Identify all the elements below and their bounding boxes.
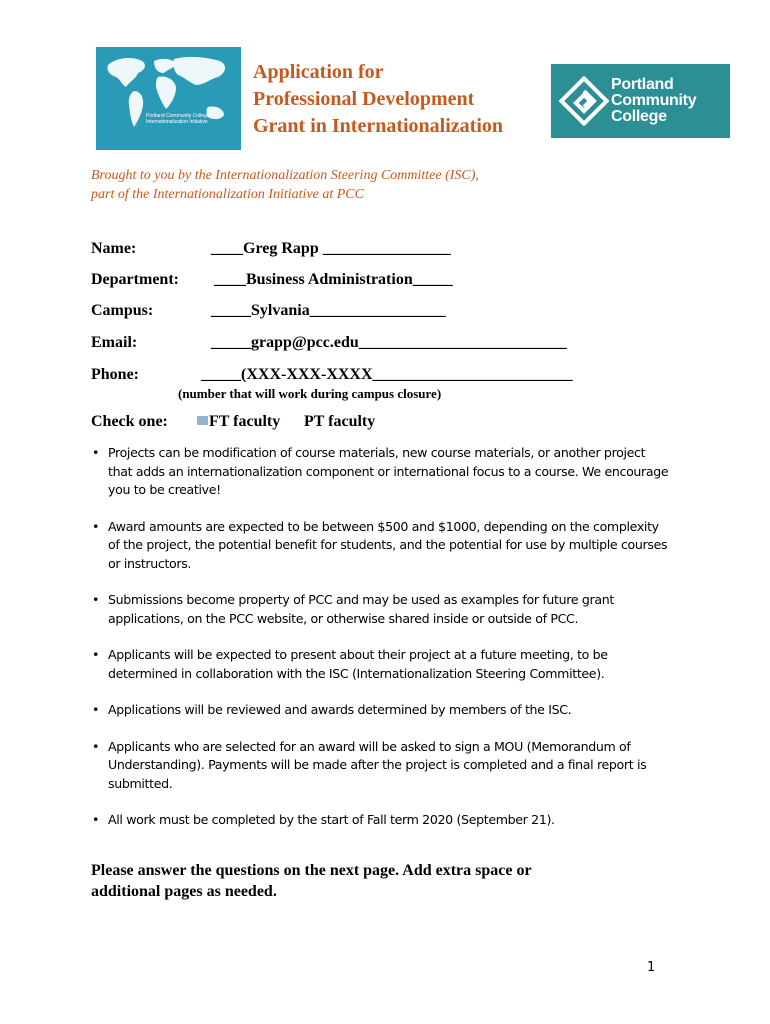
pcc-logo — [551, 64, 730, 138]
list-item: • Applications will be reviewed and awards determined by members of the ISC. — [91, 701, 671, 720]
ft-faculty-label: FT faculty — [209, 413, 281, 430]
list-item: • All work must be completed by the start of Fall term 2020 (September 21). — [91, 811, 671, 830]
logo-wordmark: Portland Community College — [611, 76, 697, 125]
bullet-icon: • — [92, 702, 100, 717]
campus-label: Campus: — [91, 302, 154, 319]
guidelines-list — [91, 444, 671, 848]
pt-faculty-label: PT faculty — [304, 413, 376, 430]
subtitle: Brought to you by the Internationalization Steering Committee (ISC), part of the Internationalization Initiative at PCC — [91, 168, 479, 202]
campus-value: _____Sylvania_________________ — [211, 302, 446, 319]
list-item: • Submissions become property of PCC and may be used as examples for future grant applications, on the PCC website, or otherwise shared inside or outside of PCC. — [92, 592, 614, 626]
list-item: • Applicants who are selected for an award will be asked to sign a MOU (Memorandum of Understanding). Payments will be made after the project is completed and a final report is submitted. — [92, 738, 647, 791]
bullet-icon: • — [92, 592, 100, 607]
name-value: ____Greg Rapp ________________ — [211, 240, 451, 257]
internationalization-banner — [96, 47, 241, 150]
pcc-spiral-icon — [559, 76, 609, 126]
bullet-icon: • — [92, 738, 100, 754]
check-label: Check one: — [91, 413, 168, 430]
department-label: Department: — [91, 271, 179, 288]
list-item: • Applicants will be expected to present about their project at a future meeting, to be determined in collaboration with the ISC (Internationalization Steering Committee). — [92, 647, 608, 681]
bullet-icon: • — [92, 445, 100, 460]
name-label: Name: — [91, 240, 137, 257]
title-line-1: Application for — [253, 61, 384, 83]
faculty-type-selector — [91, 413, 376, 431]
pt-faculty-option[interactable] — [304, 413, 375, 431]
phone-note: (number that will work during campus closure) — [178, 386, 442, 401]
title-line-3: Grant in Internationalization — [253, 115, 504, 137]
bullet-icon: • — [92, 518, 100, 534]
bullet-icon: • — [92, 647, 100, 662]
banner-caption: Portland Community College Internationalization Initiative — [146, 113, 210, 125]
list-item: • Award amounts are expected to be between $500 and $1000, depending on the complexity of the project, the potential benefit for students, and the potential for use by multiple courses or instructors. — [92, 518, 668, 571]
phone-label: Phone: — [91, 366, 139, 383]
page-number: 1 — [647, 960, 656, 975]
email-label: Email: — [91, 334, 138, 351]
bullet-icon: • — [92, 812, 100, 827]
ft-checkbox-icon[interactable] — [197, 416, 208, 425]
phone-value: _____(XXX-XXX-XXXX_________________________ — [201, 366, 573, 383]
email-value: _____grapp@pcc.edu__________________________ — [211, 334, 567, 351]
department-value: ____Business Administration_____ — [214, 271, 453, 288]
title-line-2: Professional Development — [253, 88, 475, 110]
list-item: • Projects can be modification of course materials, new course materials, or another project that adds an internationalization component or international focus to a course. We encourage you to be creative! — [92, 445, 669, 497]
world-map-icon — [96, 47, 241, 150]
page-title — [253, 59, 503, 140]
ft-faculty-option[interactable] — [197, 413, 280, 431]
closing-instructions: Please answer the questions on the next page. Add extra space or additional pages as needed. — [91, 862, 532, 900]
